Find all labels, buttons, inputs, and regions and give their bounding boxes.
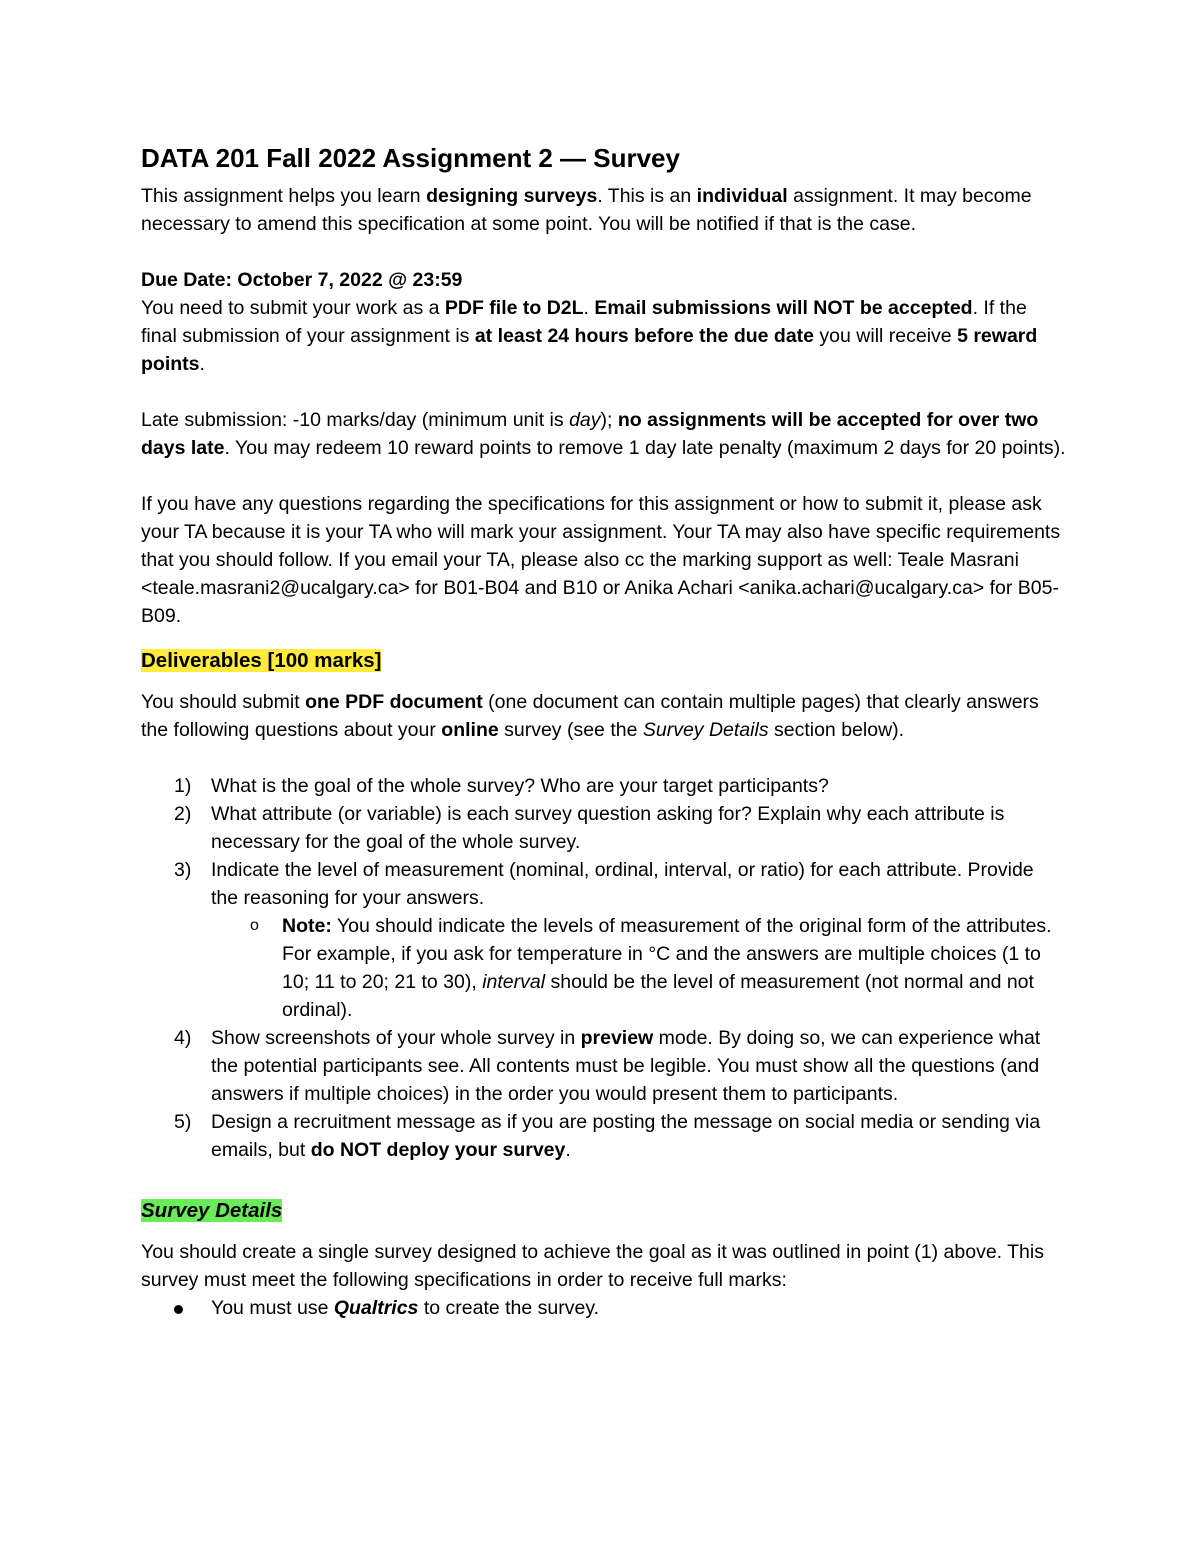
list-item-text: What is the goal of the whole survey? Who are your target participants? <box>211 775 829 797</box>
intro-text: assignment. It may become necessary to amend this specification at some point. You will be notified if that is the case. <box>141 185 1032 235</box>
bullet-icon <box>174 1305 183 1314</box>
deliverables-text: (one document can contain multiple pages) that clearly answers the following questions about your <box>141 691 1039 741</box>
spec-bold-italic: Qualtrics <box>333 1297 419 1319</box>
deliverables-text: section below). <box>768 719 905 741</box>
submission-text: You need to submit your work as a <box>141 297 445 319</box>
deliverables-bold: online <box>441 719 499 741</box>
submission-bold: 5 reward points <box>141 325 1038 375</box>
deliverables-bold: one PDF document <box>305 691 483 713</box>
note-list <box>211 912 1066 1024</box>
list-item-text: What attribute (or variable) is each survey question asking for? Explain why each attribute is necessary for the goal of the whole survey. <box>211 803 1005 853</box>
deliverables-heading <box>141 644 1066 678</box>
late-bold: no assignments will be accepted for over two days late <box>141 409 1039 459</box>
intro-bold: individual <box>696 185 788 207</box>
list-item-text: Indicate the level of measurement (nominal, ordinal, interval, or ratio) for each attribute. Provide the reasoning for your answers. <box>211 859 1034 909</box>
late-text: . You may redeem 10 reward points to remove 1 day late penalty (maximum 2 days for 20 points). <box>224 437 1066 459</box>
list-item <box>141 856 1066 1024</box>
list-item-text: mode. By doing so, we can experience what the potential participants see. All contents must be legible. You must show all the questions (and answers if multiple choices) in the order you would present them to participants. <box>211 1027 1041 1105</box>
deliverables-list <box>141 772 1066 1164</box>
submission-text: . <box>583 297 595 319</box>
survey-spec-list <box>141 1294 1066 1322</box>
page-title: DATA 201 Fall 2022 Assignment 2 — Survey <box>141 143 680 173</box>
submission-text: you will receive <box>814 325 958 347</box>
list-item-bold: do NOT deploy your survey <box>310 1139 566 1161</box>
note-text: should be the level of measurement (not normal and not ordinal). <box>282 971 1034 1021</box>
list-number: 1) <box>174 775 192 797</box>
list-number: 4) <box>174 1027 192 1049</box>
document-page <box>141 140 1066 1322</box>
late-italic: day <box>569 409 601 431</box>
list-item-text: . <box>565 1139 571 1161</box>
survey-paragraph: You should create a single survey designed to achieve the goal as it was outlined in point (1) above. This survey must meet the following specifications in order to receive full marks: <box>141 1241 1044 1291</box>
list-item <box>141 1108 1066 1164</box>
list-item <box>141 800 1066 856</box>
note-item <box>211 912 1066 1024</box>
note-label: Note: <box>282 915 332 937</box>
late-paragraph <box>141 406 1066 462</box>
list-number: 3) <box>174 859 192 881</box>
list-item-text: Show screenshots of your whole survey in <box>211 1027 581 1049</box>
submission-text: . If the final submission of your assignment is <box>141 297 1027 347</box>
submission-bold: at least 24 hours before the due date <box>474 325 815 347</box>
spec-text: You must use <box>211 1297 334 1319</box>
late-text: ); <box>600 409 618 431</box>
submission-bold: Email submissions will NOT be accepted <box>594 297 973 319</box>
hollow-bullet-icon: o <box>250 917 259 934</box>
note-italic: interval <box>482 971 546 993</box>
list-item <box>141 1024 1066 1108</box>
late-text: Late submission: -10 marks/day (minimum unit is <box>141 409 570 431</box>
intro-bold: designing surveys <box>426 185 598 207</box>
survey-details-heading <box>141 1194 1066 1228</box>
due-date-text: Due Date: October 7, 2022 @ 23:59 <box>141 269 463 291</box>
due-date-heading <box>141 266 1066 294</box>
list-number: 2) <box>174 803 192 825</box>
questions-paragraph: If you have any questions regarding the specifications for this assignment or how to submit it, please ask your TA because it is your TA who will mark your assignment. Your TA may also have specific requirements that you should follow. If you email your TA, please also cc the marking support as well: Teale Masrani <teale.masrani2@ucalgary.ca> for B01-B04 and B10 or Anika Achari <anika.achari@ucalgary.ca> for B05-B09. <box>141 493 1061 627</box>
list-item <box>141 1294 1066 1322</box>
deliverables-text: You should submit <box>141 691 306 713</box>
intro-text: This assignment helps you learn <box>141 185 427 207</box>
submission-text: . <box>199 353 205 375</box>
list-item-text: Design a recruitment message as if you are posting the message on social media or sending via emails, but <box>211 1111 1041 1161</box>
deliverables-italic: Survey Details <box>642 719 769 741</box>
survey-details-heading-text: Survey Details <box>141 1199 283 1222</box>
intro-text: . This is an <box>597 185 697 207</box>
note-text: You should indicate the levels of measurement of the original form of the attributes. For example, if you ask for temperature in °C and the answers are multiple choices (1 to 10; 11 to 20; 21 to 30), <box>282 915 1052 993</box>
submission-paragraph <box>141 294 1066 378</box>
intro-paragraph <box>141 182 1066 238</box>
deliverables-text: survey (see the <box>498 719 643 741</box>
list-number: 5) <box>174 1111 192 1133</box>
list-item <box>141 772 1066 800</box>
deliverables-heading-text: Deliverables [100 marks] <box>141 649 382 672</box>
list-item-bold: preview <box>580 1027 654 1049</box>
spec-text: to create the survey. <box>418 1297 600 1319</box>
deliverables-paragraph <box>141 688 1066 744</box>
submission-bold: PDF file to D2L <box>444 297 584 319</box>
